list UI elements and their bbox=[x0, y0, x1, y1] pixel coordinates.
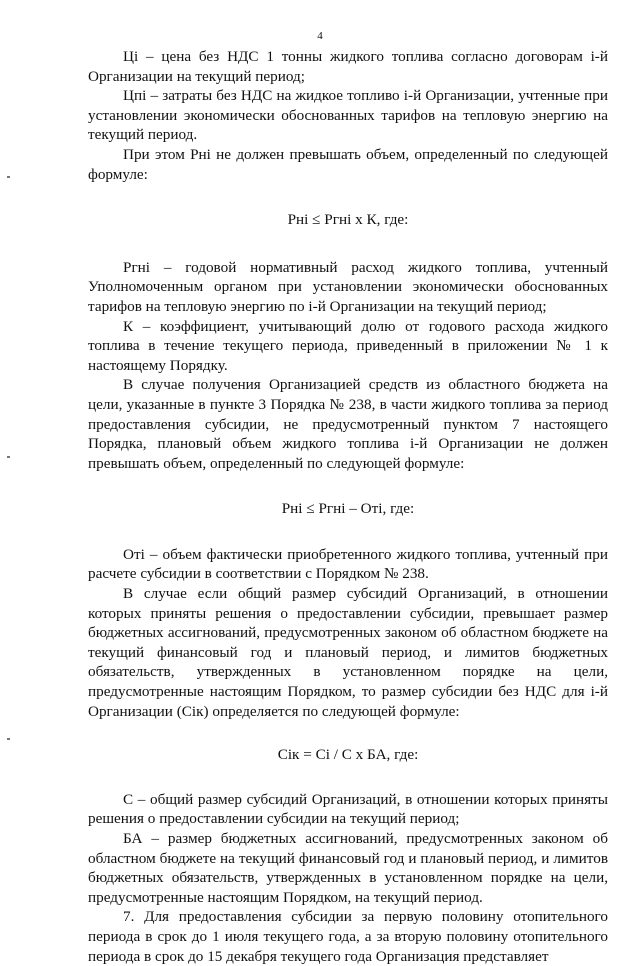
paragraph: БА – размер бюджетных ассигнований, предусмотренных законом об областном бюджете на текущий финансовый год и плановый период, и лимитов бюджетных обязательств, утвержденных в установленном порядке на цели, предусмотренные настоящим Порядком, на текущий период. bbox=[88, 830, 608, 906]
paragraph: Цi – цена без НДС 1 тонны жидкого топлива согласно договорам i-й Организации на текущий период; bbox=[88, 48, 608, 85]
paragraph: С – общий размер субсидий Организаций, в отношении которых приняты решения о предоставлении субсидии на текущий период; bbox=[88, 790, 608, 828]
paragraph: В случае если общий размер субсидий Организаций, в отношении которых приняты решения о предоставлении субсидии, превышает размер бюджетных ассигнований, предусмотренных законом об областном бюджете на текущий финансовый год и плановый период, и лимитов бюджетных обязательств, утвержденных в установленном порядке на цели, предусмотренные настоящим Порядком, то размер субсидии без НДС для i-й Организации (Сiк) определяется по следующей формуле: bbox=[88, 585, 608, 720]
formula: Сiк = Сi / С х БА, где: bbox=[277, 746, 419, 764]
paragraph: Цпi – затраты без НДС на жидкое топливо i-й Организации, учтенные при установлении экономически обоснованных тарифов на тепловую энергию на текущий период. bbox=[88, 87, 608, 144]
document-body bbox=[88, 47, 608, 966]
page-number: 4 bbox=[317, 30, 323, 42]
paragraph: К – коэффициент, учитывающий долю от годового расхода жидкого топлива в течение текущего периода, приведенный в приложении № 1 к настоящему Порядку. bbox=[88, 317, 608, 374]
formula: Рнi ≤ Ргнi х К, где: bbox=[287, 211, 409, 229]
paragraph: 7. Для предоставления субсидии за первую половину отопительного периода в срок до 1 июля текущего года, а за вторую половину отопительного периода в срок до 15 декабря текущего года Организация представляет bbox=[88, 908, 608, 965]
formula: Рнi ≤ Ргнi – Отi, где: bbox=[281, 500, 415, 518]
paragraph: Ргнi – годовой нормативный расход жидкого топлива, учтенный Уполномоченным органом при установлении экономически обоснованных тарифов на тепловую энергию по i-й Организации на текущий период; bbox=[88, 258, 608, 315]
margin-mark bbox=[7, 176, 10, 178]
margin-mark bbox=[7, 738, 10, 740]
margin-mark bbox=[7, 456, 10, 458]
paragraph: В случае получения Организацией средств из областного бюджета на цели, указанные в пункте 3 Порядка № 238, в части жидкого топлива за период предоставления субсидии, не предусмотренный пунктом 7 настоящего Порядка, плановый объем жидкого топлива i-й Организации не должен превышать объем, определенный по следующей формуле: bbox=[88, 376, 608, 472]
paragraph: Отi – объем фактически приобретенного жидкого топлива, учтенный при расчете субсидии в соответствии с Порядком № 238. bbox=[88, 545, 608, 583]
paragraph: При этом Рнi не должен превышать объем, определенный по следующей формуле: bbox=[88, 145, 608, 183]
